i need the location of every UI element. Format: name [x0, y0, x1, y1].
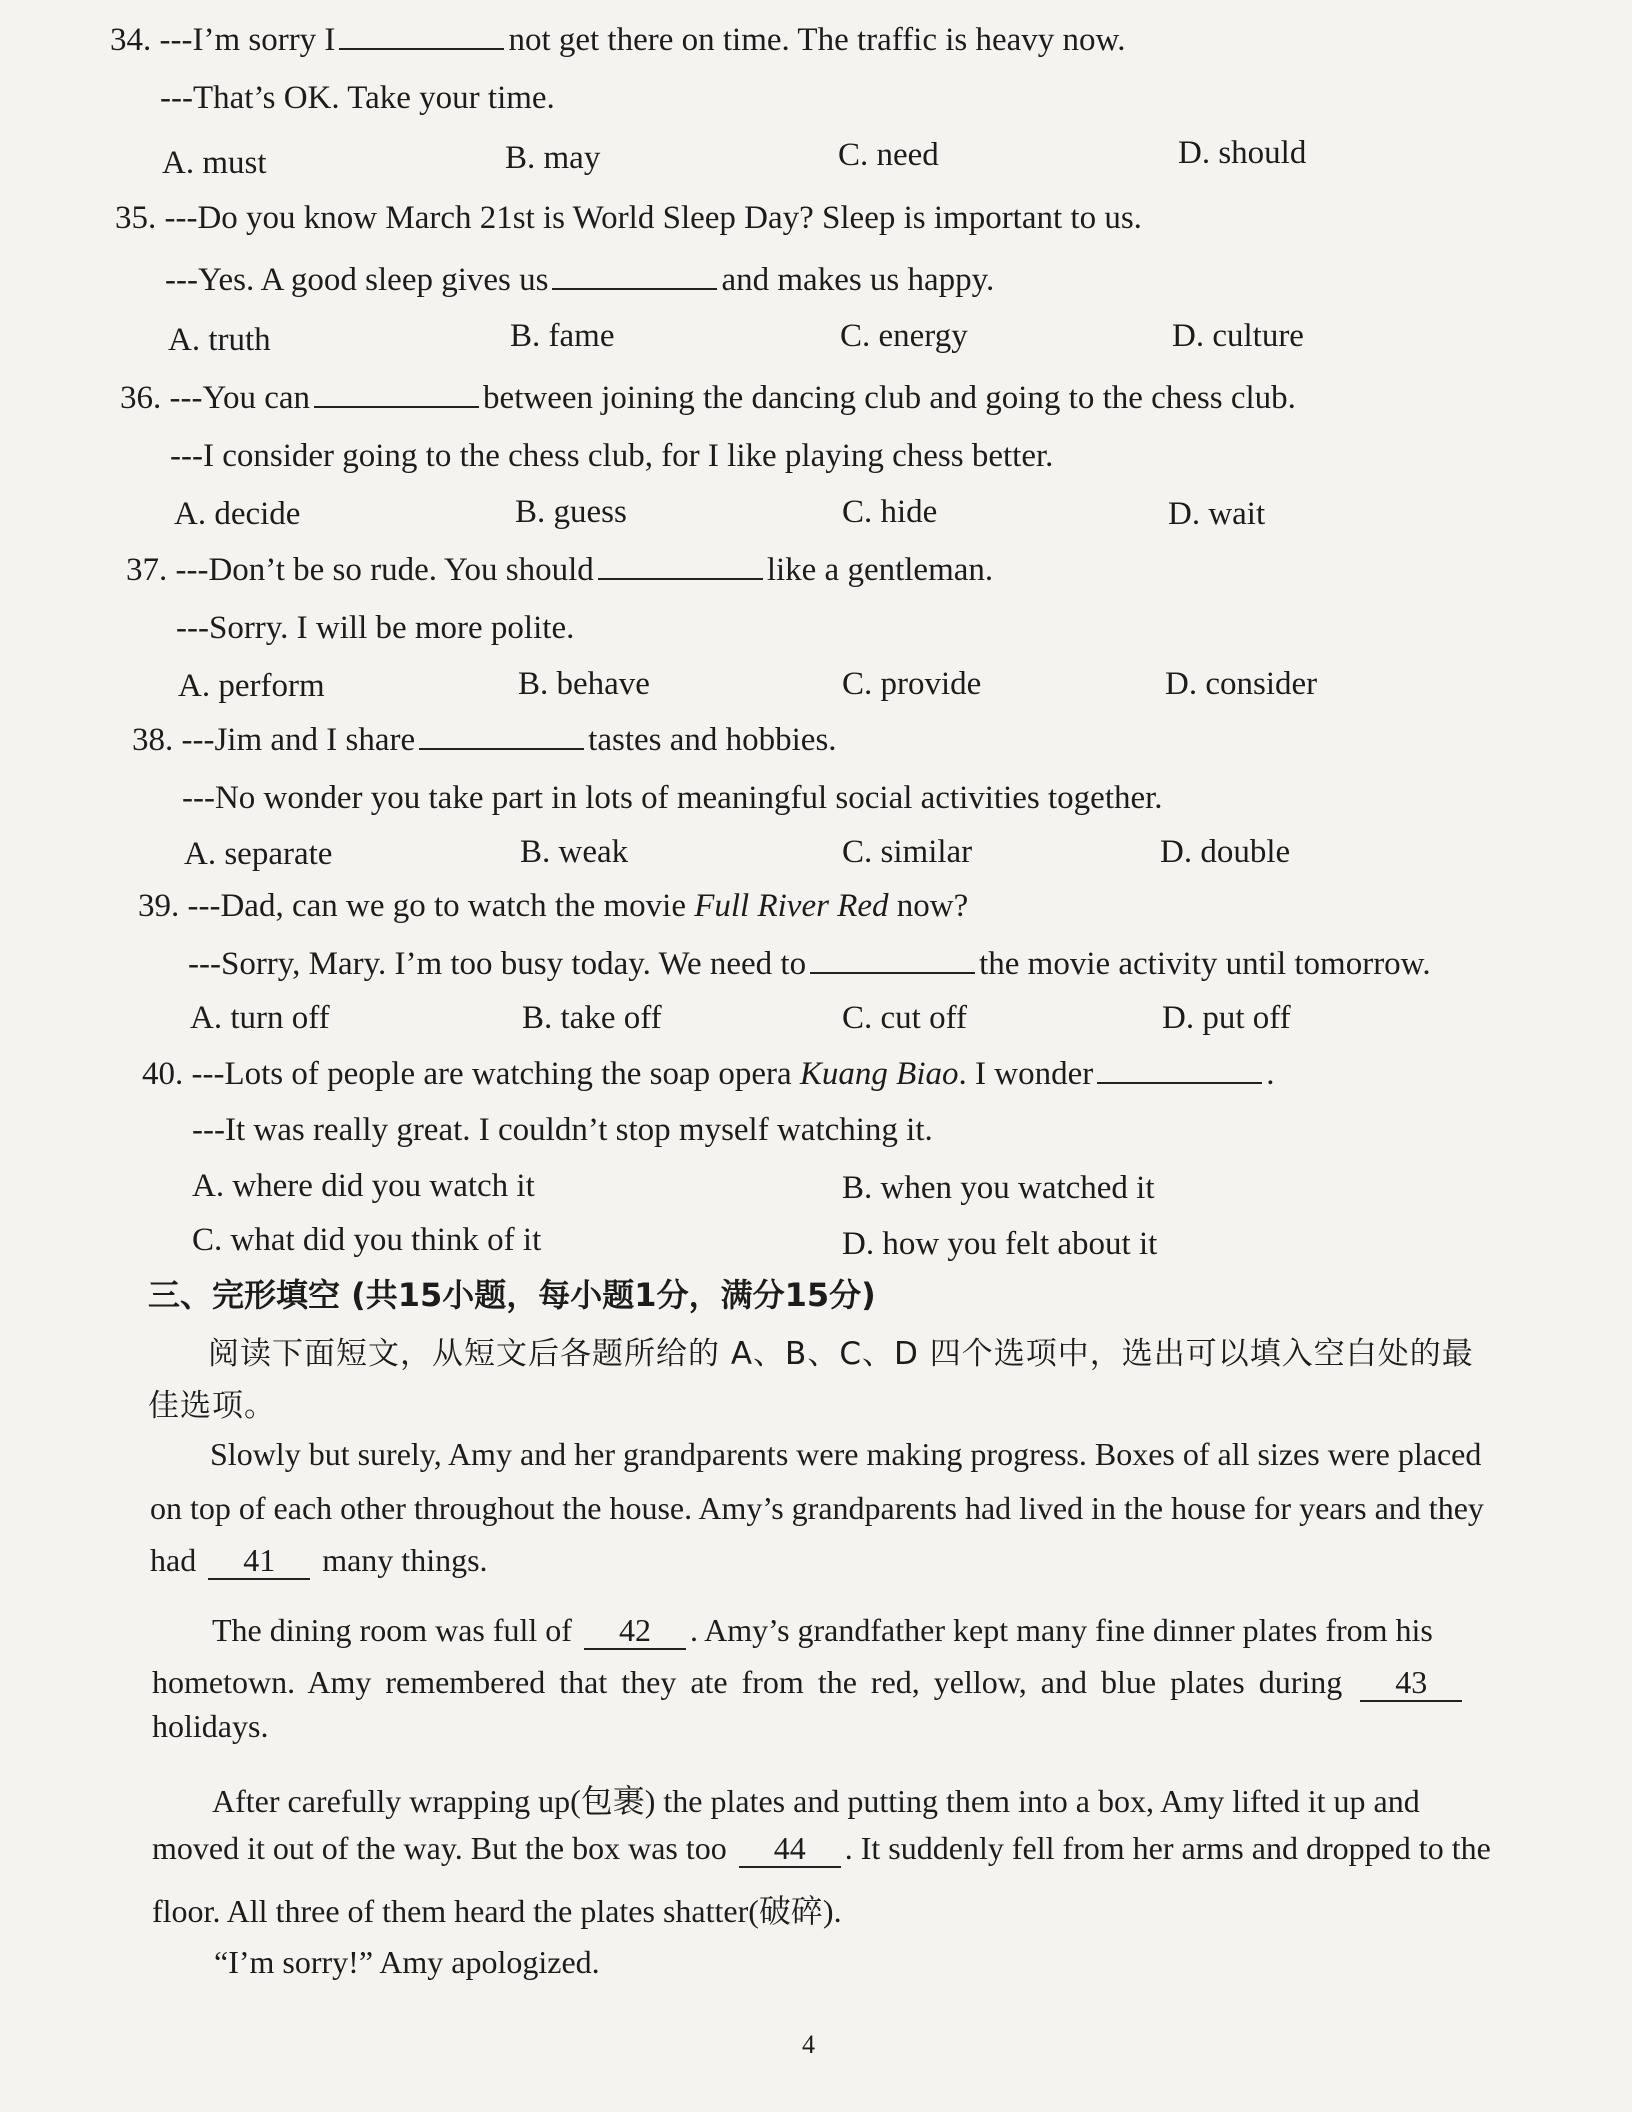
option-a: A. truth [168, 322, 271, 358]
option-b: B. may [505, 140, 601, 176]
passage-line: moved it out of the way. But the box was too 44 . It suddenly fell from her arms and dropped to the [152, 1830, 1491, 1866]
question-number: 35. [115, 200, 157, 236]
drama-title: Kuang Biao [799, 1056, 959, 1092]
option-c: C. cut off [842, 1000, 967, 1036]
option-d: D. how you felt about it [842, 1226, 1158, 1262]
answer-blank [339, 22, 504, 50]
section-instruction: 阅读下面短文，从短文后各题所给的 A、B、C、D 四个选项中，选出可以填入空白处的最 [208, 1336, 1474, 1372]
page-number: 4 [802, 2030, 815, 2059]
question-35-stem: 35. ---Do you know March 21st is World Sleep Day? Sleep is important to us. [115, 200, 1142, 236]
answer-blank [314, 380, 479, 408]
question-number: 37. [126, 552, 168, 588]
question-40-reply: ---It was really great. I couldn’t stop myself watching it. [192, 1112, 933, 1148]
passage-line: on top of each other throughout the house. Amy’s grandparents had lived in the house for years and they [150, 1490, 1484, 1526]
passage-line: After carefully wrapping up(包裹) the plates and putting them into a box, Amy lifted it up and [212, 1783, 1420, 1819]
answer-blank [552, 262, 717, 290]
cloze-blank-41: 41 [208, 1544, 310, 1580]
question-35-reply: ---Yes. A good sleep gives us and makes us happy. [165, 262, 995, 298]
option-b: B. behave [518, 666, 650, 702]
question-37-stem: 37. ---Don’t be so rude. You should like a gentleman. [126, 552, 994, 588]
question-38-stem: 38. ---Jim and I share tastes and hobbies. [132, 722, 837, 758]
question-40-stem: 40. ---Lots of people are watching the soap opera Kuang Biao. I wonder . [142, 1056, 1275, 1092]
option-d: D. wait [1168, 496, 1266, 532]
question-34-stem: 34. ---I’m sorry I not get there on time. The traffic is heavy now. [110, 22, 1126, 58]
question-38-reply: ---No wonder you take part in lots of meaningful social activities together. [182, 780, 1163, 816]
movie-title: Full River Red [694, 888, 889, 924]
passage-line: The dining room was full of 42 . Amy’s grandfather kept many fine dinner plates from his [212, 1612, 1433, 1648]
question-34-reply: ---That’s OK. Take your time. [160, 80, 555, 116]
question-39-stem: 39. ---Dad, can we go to watch the movie Full River Red now? [138, 888, 969, 924]
passage-line: hometown. Amy remembered that they ate from the red, yellow, and blue plates during 43 [152, 1664, 1466, 1702]
question-36-stem: 36. ---You can between joining the dancing club and going to the chess club. [120, 380, 1296, 416]
option-c: C. need [838, 137, 939, 173]
passage-line: had 41 many things. [150, 1542, 488, 1578]
option-b: B. guess [515, 494, 627, 530]
question-36-reply: ---I consider going to the chess club, for I like playing chess better. [170, 438, 1054, 474]
option-a: A. perform [178, 668, 325, 704]
option-b: B. weak [520, 834, 629, 870]
question-number: 38. [132, 722, 174, 758]
option-b: B. when you watched it [842, 1170, 1155, 1206]
option-d: D. should [1178, 135, 1307, 171]
option-a: A. decide [174, 496, 301, 532]
cloze-blank-43: 43 [1360, 1666, 1462, 1702]
passage-line: holidays. [152, 1708, 269, 1744]
option-d: D. put off [1162, 1000, 1291, 1036]
option-c: C. hide [842, 494, 938, 530]
passage-line: Slowly but surely, Amy and her grandparents were making progress. Boxes of all sizes were placed [210, 1436, 1482, 1472]
question-number: 36. [120, 380, 162, 416]
question-number: 34. [110, 22, 152, 58]
option-d: D. consider [1165, 666, 1318, 702]
cloze-blank-44: 44 [739, 1832, 841, 1868]
section-instruction-cont: 佳选项。 [148, 1388, 276, 1424]
option-c: C. provide [842, 666, 982, 702]
question-number: 40. [142, 1056, 184, 1092]
answer-blank [810, 946, 975, 974]
option-d: D. culture [1172, 318, 1304, 354]
option-a: A. turn off [190, 1000, 330, 1036]
answer-blank [419, 722, 584, 750]
option-b: B. take off [522, 1000, 662, 1036]
option-b: B. fame [510, 318, 615, 354]
option-c: C. energy [840, 318, 968, 354]
passage-line: “I’m sorry!” Amy apologized. [214, 1944, 600, 1980]
answer-blank [1097, 1056, 1262, 1084]
answer-blank [598, 552, 763, 580]
question-number: 39. [138, 888, 180, 924]
option-a: A. separate [184, 836, 333, 872]
cloze-blank-42: 42 [584, 1614, 686, 1650]
option-c: C. what did you think of it [192, 1222, 542, 1258]
option-a: A. where did you watch it [192, 1168, 535, 1204]
option-c: C. similar [842, 834, 973, 870]
section-title: 三、完形填空 (共15小题，每小题1分，满分15分) [148, 1276, 876, 1314]
option-a: A. must [162, 145, 267, 181]
passage-line: floor. All three of them heard the plates shatter(破碎). [152, 1893, 842, 1929]
question-37-reply: ---Sorry. I will be more polite. [176, 610, 575, 646]
question-39-reply: ---Sorry, Mary. I’m too busy today. We need to the movie activity until tomorrow. [188, 946, 1431, 982]
option-d: D. double [1160, 834, 1291, 870]
